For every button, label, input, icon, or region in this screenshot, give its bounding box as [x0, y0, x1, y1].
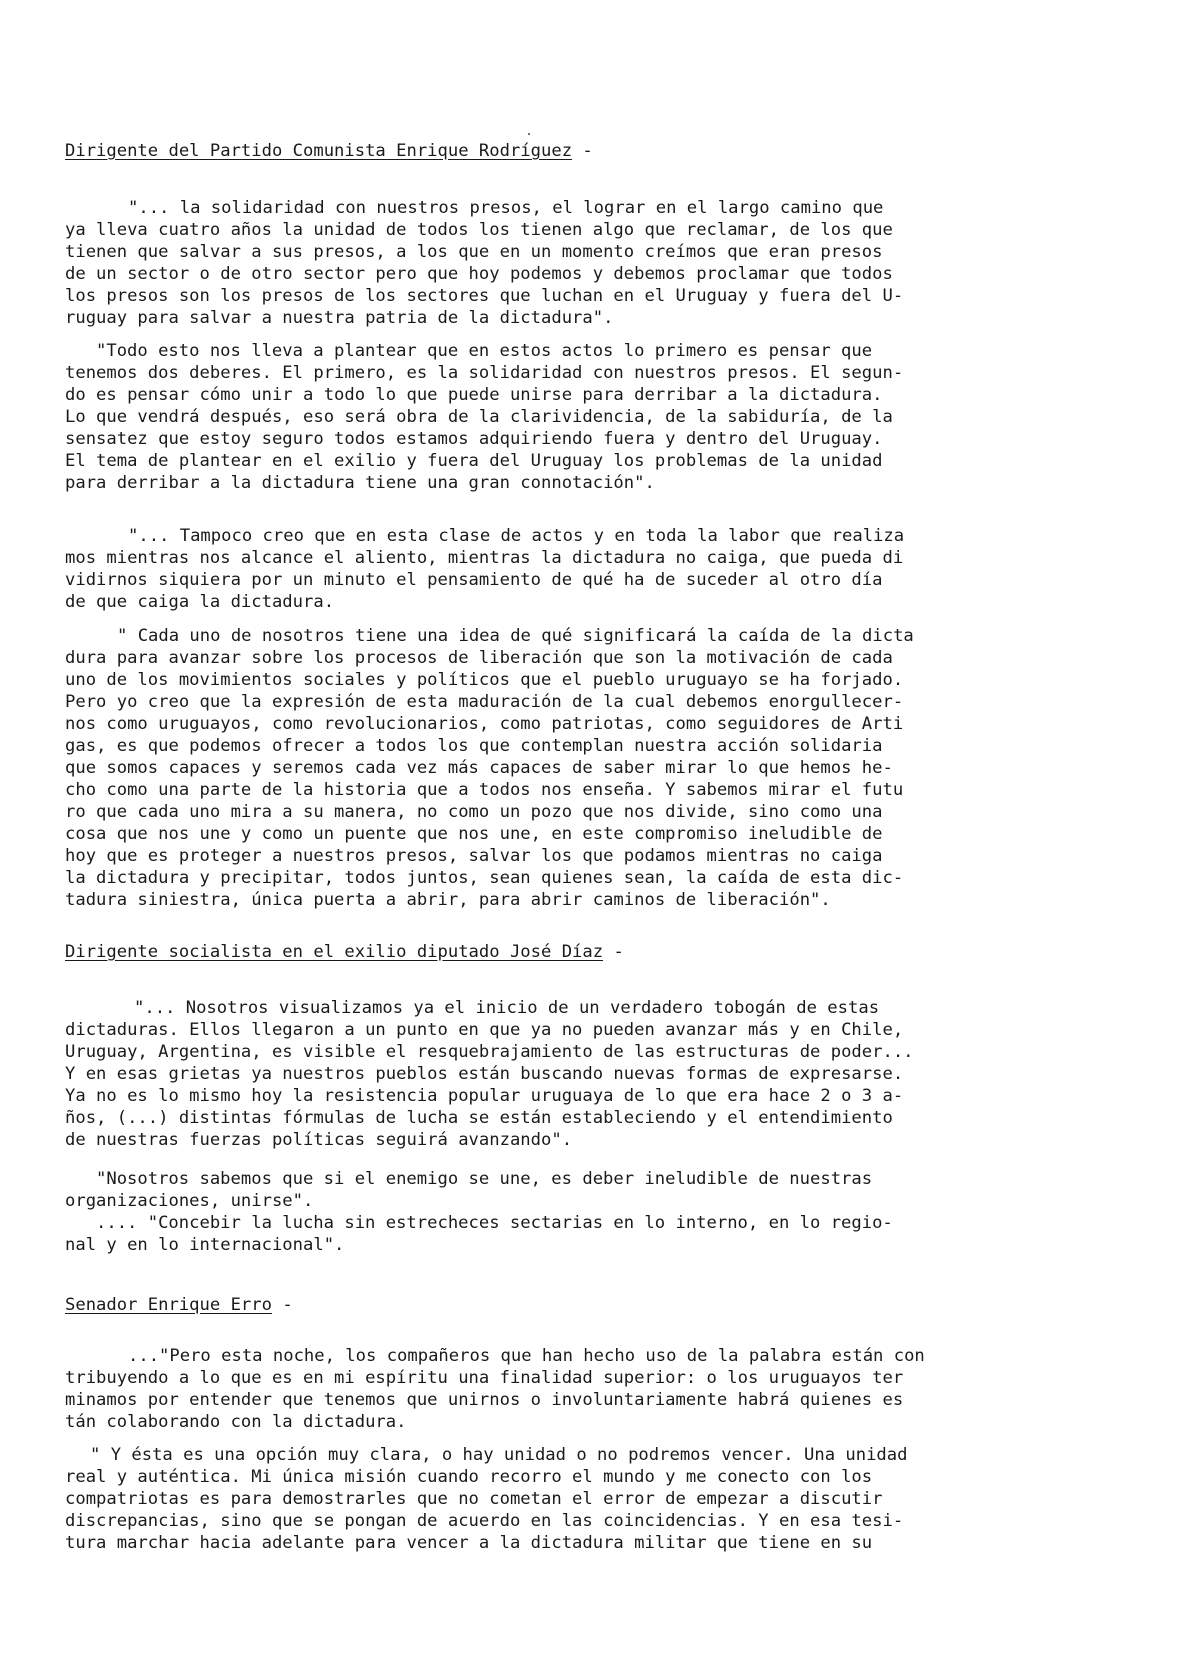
text-line: para derribar a la dictadura tiene una gran connotación".	[65, 473, 655, 493]
text-line: dictaduras. Ellos llegaron a un punto en que ya no pueden avanzar más y en Chile,	[65, 1020, 904, 1040]
text-line: ro que cada uno mira a su manera, no como un pozo que nos divide, sino como una	[65, 802, 883, 822]
text-line: organizaciones, unirse".	[65, 1191, 314, 1211]
heading-dash: -	[271, 1295, 293, 1315]
text-line: mos mientras nos alcance el aliento, mientras la dictadura no caiga, que pueda di	[65, 548, 904, 568]
text-line: que somos capaces y seremos cada vez más capaces de saber mirar lo que hemos he-	[65, 758, 893, 778]
text-line: sensatez que estoy seguro todos estamos adquiriendo fuera y dentro del Uruguay.	[65, 429, 883, 449]
text-line: de un sector o de otro sector pero que hoy podemos y debemos proclamar que todos	[65, 264, 893, 284]
text-line: ..."Pero esta noche, los compañeros que han hecho uso de la palabra están con	[128, 1346, 925, 1366]
text-line: ya lleva cuatro años la unidad de todos los tienen algo que reclamar, de los que	[65, 220, 893, 240]
text-line: "Todo esto nos lleva a plantear que en estos actos lo primero es pensar que	[96, 341, 873, 361]
text-line: discrepancias, sino que se pongan de acuerdo en las coincidencias. Y en esa tesi-	[65, 1511, 904, 1531]
text-line: real y auténtica. Mi única misión cuando recorro el mundo y me conecto con los	[65, 1467, 873, 1487]
text-line: dura para avanzar sobre los procesos de liberación que son la motivación de cada	[65, 648, 893, 668]
text-line: tribuyendo a lo que es en mi espíritu una finalidad superior: o los uruguayos ter	[65, 1368, 904, 1388]
text-line: do es pensar cómo unir a todo lo que puede unirse para derribar a la dictadura.	[65, 385, 883, 405]
text-line: tenemos dos deberes. El primero, es la solidaridad con nuestros presos. El segun-	[65, 363, 904, 383]
text-line: compatriotas es para demostrarles que no cometan el error de empezar a discutir	[65, 1489, 883, 1509]
heading-text: Dirigente del Partido Comunista Enrique Rodríguez	[65, 141, 573, 161]
text-line: de que caiga la dictadura.	[65, 592, 335, 612]
text-line: "... Tampoco creo que en esta clase de actos y en toda la labor que realiza	[128, 526, 905, 546]
text-line: Pero yo creo que la expresión de esta maduración de la cual debemos enorgullecer-	[65, 692, 904, 712]
ink-speck	[528, 133, 530, 135]
text-line: la dictadura y precipitar, todos juntos, sean quienes sean, la caída de esta dic-	[65, 868, 904, 888]
text-line: ruguay para salvar a nuestra patria de la dictadura".	[65, 308, 614, 328]
text-line: vidirnos siquiera por un minuto el pensamiento de qué ha de suceder al otro día	[65, 570, 883, 590]
text-line: cho como una parte de la historia que a todos nos enseña. Y sabemos mirar el futu	[65, 780, 904, 800]
text-line: uno de los movimientos sociales y políticos que el pueblo uruguayo se ha forjado.	[65, 670, 904, 690]
text-line: " Cada uno de nosotros tiene una idea de qué significará la caída de la dicta	[117, 626, 914, 646]
heading-text: Senador Enrique Erro	[65, 1295, 272, 1315]
text-line: "... la solidaridad con nuestros presos, el lograr en el largo camino que	[128, 198, 884, 218]
text-line: gas, es que podemos ofrecer a todos los que contemplan nuestra acción solidaria	[65, 736, 883, 756]
text-line: nos como uruguayos, como revolucionarios, como patriotas, como seguidores de Arti	[65, 714, 904, 734]
section-heading	[65, 140, 593, 162]
text-line: .... "Concebir la lucha sin estrecheces sectarias en lo interno, en lo regio-	[96, 1213, 893, 1233]
text-line: cosa que nos une y como un puente que nos une, en este compromiso ineludible de	[65, 824, 883, 844]
text-line: tura marchar hacia adelante para vencer a la dictadura militar que tiene en su	[65, 1533, 873, 1553]
heading-text: Dirigente socialista en el exilio diputado José Díaz	[65, 942, 604, 962]
text-line: El tema de plantear en el exilio y fuera del Uruguay los problemas de la unidad	[65, 451, 883, 471]
section-heading	[65, 941, 624, 963]
section-heading	[65, 1294, 293, 1316]
text-line: nal y en lo internacional".	[65, 1235, 345, 1255]
text-line: "... Nosotros visualizamos ya el inicio de un verdadero tobogán de estas	[134, 998, 880, 1018]
text-line: tadura siniestra, única puerta a abrir, para abrir caminos de liberación".	[65, 890, 831, 910]
text-line: ños, (...) distintas fórmulas de lucha se están estableciendo y el entendimiento	[65, 1108, 893, 1128]
text-line: hoy que es proteger a nuestros presos, salvar los que podamos mientras no caiga	[65, 846, 883, 866]
text-line: "Nosotros sabemos que si el enemigo se une, es deber ineludible de nuestras	[96, 1169, 873, 1189]
text-line: Uruguay, Argentina, es visible el resquebrajamiento de las estructuras de poder...	[65, 1042, 914, 1062]
text-line: minamos por entender que tenemos que unirnos o involuntariamente habrá quienes es	[65, 1390, 904, 1410]
text-line: Lo que vendrá después, eso será obra de la clarividencia, de la sabiduría, de la	[65, 407, 893, 427]
text-line: Ya no es lo mismo hoy la resistencia popular uruguaya de lo que era hace 2 o 3 a-	[65, 1086, 904, 1106]
text-line: " Y ésta es una opción muy clara, o hay unidad o no podremos vencer. Una unidad	[90, 1445, 908, 1465]
text-line: tán colaborando con la dictadura.	[65, 1412, 407, 1432]
text-line: de nuestras fuerzas políticas seguirá avanzando".	[65, 1130, 573, 1150]
heading-dash: -	[603, 942, 624, 962]
text-line: Y en esas grietas ya nuestros pueblos están buscando nuevas formas de expresarse.	[65, 1064, 904, 1084]
text-line: tienen que salvar a sus presos, a los que en un momento creímos que eran presos	[65, 242, 883, 262]
heading-dash: -	[572, 141, 593, 161]
text-line: los presos son los presos de los sectores que luchan en el Uruguay y fuera del U-	[65, 286, 904, 306]
